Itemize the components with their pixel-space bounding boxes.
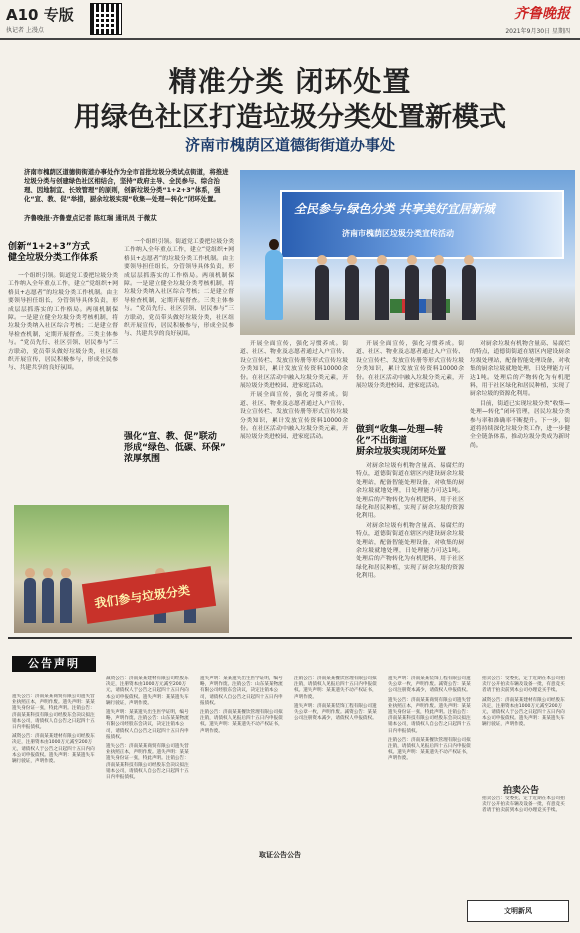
ad-column: 注销公告：济南某某餐饮管理有限公司拟注销，请债权人见报后四十五日内申报债权。遗失声明：某某遗失不动产权证书，声明作废。 遗失声明：济南某某装饰工程有限公司遗失公章一枚，声明作废。减资公告：某某公司注册资本减少，请债权人申报债权。	[294, 676, 380, 846]
booth-banner	[82, 566, 216, 624]
stage-banner	[280, 190, 564, 259]
crowd-figure	[60, 578, 72, 623]
section3-body: 对厨余垃圾有机物含量高、易腐烂的特点，道德街街道在辖区内建设厨余垃圾处理站，配备智能处理设备，对收集的厨余垃圾就地处理，日处理能力可达1吨。处理后的产物转化为有机肥料，用于社区绿化和居民种植，实现了厨余垃圾的资源化利用。 对厨余垃圾有机物含量高、易腐烂的特点，道德街街道在辖区内建设厨余垃圾处理站，配备智能处理设备，对收集的厨余垃圾就地处理，日处理能力可达1吨。处理后的产物转化为有机肥料，用于社区绿化和居民种植，实现了厨余垃圾的资源化利用。	[356, 463, 464, 580]
crowd-figure	[42, 578, 54, 623]
auction-title: 拍卖公告	[502, 786, 539, 796]
ad-column: 减资公告：济南某某建材有限公司经股东决定，注册资本由1000万元减至200万元，请债权人于公告之日起四十五日内向本公司申报债权。遗失声明：某某遗失车辆行驶证，声明作废。 遗失声明：某某遗失出生医学证明，编号略，声明作废。注销公告：山东某某物流有限公司经股东会决议，决定注销本公司，请债权人自公告之日起四十五日内申报债权。 遗失公告：济南某某商贸有限公司遗失营业执照正本，声明作废。遗失声明：某某遗失身份证一张，特此声明。注销公告：济南某某科技有限公司经股东会决议拟注销本公司，请债权人自公告之日起四十五日内申报债权。	[106, 676, 192, 921]
lead-paragraph: 济南市槐荫区道德街街道办事处作为全市首批垃圾分类试点街道，将推进垃圾分类与创建绿色社区相结合，坚持“政府主导、全民参与、综合治理、因地制宜、长效管理”的原则，创新垃圾分类“1+2+3”体系，强化“宣、教、促”举措，厨余垃圾实现“收集—处理—转化”闭环处置。	[24, 168, 229, 203]
guest-figure	[432, 265, 446, 320]
section1-title: 创新“1+2+3”方式 健全垃圾分类工作体系	[8, 242, 99, 263]
guest-figure	[315, 265, 329, 320]
ad-column: 拍卖公告：受委托，定于近期在本公司拍卖厅公开拍卖车辆及设备一批，有意竞买者请于拍卖前到本公司办理竞买手续。	[482, 796, 568, 896]
stage-banner-text: 全民参与·绿色分类 共享美好宜居新城	[294, 202, 495, 216]
section-divider	[8, 637, 572, 639]
qr-code-icon	[90, 3, 122, 35]
community-event-photo	[14, 505, 229, 633]
editor-credits: 执记者 上漫点	[6, 27, 44, 34]
headline-subtitle: 济南市槐荫区道德街街道办事处	[184, 136, 395, 154]
event-stage-photo	[240, 170, 575, 335]
section3-title: 做到“收集—处理—转化”不出街道 厨余垃圾实现闭环处置	[356, 425, 447, 457]
guest-figure	[345, 265, 359, 320]
host-figure	[265, 250, 283, 320]
headline-line2: 用绿色社区打造垃圾分类处置新模式	[74, 102, 506, 133]
masthead-logo: 齐鲁晚报	[514, 6, 570, 22]
ad-column: 遗失声明：某某遗失出生医学证明，编号略，声明作废。注销公告：山东某某物流有限公司经股东会决议，决定注销本公司，请债权人自公告之日起四十五日内申报债权。 注销公告：济南某某餐饮管理有限公司拟注销，请债权人见报后四十五日内申报债权。遗失声明：某某遗失不动产权证书，声明作废。	[200, 676, 286, 846]
headline-line1: 精准分类 闭环处置	[168, 65, 412, 98]
guest-figure	[462, 265, 476, 320]
booth-banner-text: 我们参与垃圾分类	[93, 583, 191, 611]
notices-title: 公告声明	[12, 656, 96, 672]
crowd-figure	[24, 578, 36, 623]
civility-box: 文明新风	[467, 900, 569, 922]
guest-figure	[375, 265, 389, 320]
stage-banner-subtitle: 济南市槐荫区垃圾分类宣传活动	[342, 229, 454, 238]
section1-body-col1: 一个组织引领。街道党工委把垃圾分类工作纳入全年重点工作，建立“党组织+网格员+志愿者”的垃圾分类工作机制。由主要领导担任组长，分管领导具体负责，形成层层抓落实的工作格局。两项机制保障。一是建立健全垃圾分类考核机制，将垃圾分类纳入社区综合考核；二是建立督导检查机制，定期开展督查。三类主体参与。“党员先行、社区引领、居民参与”三方联动，党员带头做好垃圾分类，社区组织开展宣传，居民积极参与，形成全民参与、共建共享的良好氛围。	[8, 273, 118, 372]
guest-figure	[405, 265, 419, 320]
section1-body-col2: 一个组织引领。街道党工委把垃圾分类工作纳入全年重点工作，建立“党组织+网格员+志愿者”的垃圾分类工作机制。由主要领导担任组长，分管领导具体负责，形成层层抓落实的工作格局。两项机制保障。一是建立健全垃圾分类考核机制，将垃圾分类纳入社区综合考核；二是建立督导检查机制，定期开展督查。三类主体参与。“党员先行、社区引领、居民参与”三方联动，党员带头做好垃圾分类，社区组织开展宣传，居民积极参与，形成全民参与、共建共享的良好氛围。	[124, 239, 234, 338]
issue-date: 2021年9月30日 星期四	[505, 28, 570, 35]
section2-body-cont: 开展全面宣传，强化习惯养成。街道、社区、物业及志愿者通过入户宣传、设立宣传栏、发放宣传册等形式宣传垃圾分类知识，累计发放宣传资料10000余份。在社区活动中融入垃圾分类元素，开展垃圾分类进校园、进家庭活动。	[356, 341, 464, 390]
section4-body: 对厨余垃圾有机物含量高、易腐烂的特点，道德街街道在辖区内建设厨余垃圾处理站，配备智能处理设备，对收集的厨余垃圾就地处理，日处理能力可达1吨。处理后的产物转化为有机肥料，用于社区绿化和居民种植，实现了厨余垃圾的资源化利用。 目前，街道已实现垃圾分类“收集—处理—转化”闭环管理，居民垃圾分类参与率和准确率不断提升。下一步，街道将持续深化垃圾分类工作，进一步健全全链条体系，推动垃圾分类成为新时尚。	[470, 341, 570, 449]
byline: 齐鲁晚报·齐鲁壹点记者 陈红瑞 通讯员 于微苁	[24, 214, 157, 222]
ad-column: 遗失声明：济南某某装饰工程有限公司遗失公章一枚，声明作废。减资公告：某某公司注册资本减少，请债权人申报债权。 遗失公告：济南某某商贸有限公司遗失营业执照正本，声明作废。遗失声明：某某遗失身份证一张，特此声明。注销公告：济南某某科技有限公司经股东会决议拟注销本公司，请债权人自公告之日起四十五日内申报债权。 注销公告：济南某某餐饮管理有限公司拟注销，请债权人见报后四十五日内申报债权。遗失声明：某某遗失不动产权证书，声明作废。	[388, 676, 474, 921]
section2-title: 强化“宣、教、促”联动 形成“绿色、低碳、环保” 浓厚氛围	[124, 432, 226, 464]
section2-body: 开展全面宣传，强化习惯养成。街道、社区、物业及志愿者通过入户宣传、设立宣传栏、发放宣传册等形式宣传垃圾分类知识，累计发放宣传资料10000余份。在社区活动中融入垃圾分类元素，开展垃圾分类进校园、进家庭活动。 开展全面宣传，强化习惯养成。街道、社区、物业及志愿者通过入户宣传、设立宣传栏、发放宣传册等形式宣传垃圾分类知识，累计发放宣传资料10000余份。在社区活动中融入垃圾分类元素，开展垃圾分类进校园、进家庭活动。	[240, 341, 348, 441]
ad-column: 拍卖公告：受委托，定于近期在本公司拍卖厅公开拍卖车辆及设备一批，有意竞买者请于拍卖前到本公司办理竞买手续。 减资公告：济南某某建材有限公司经股东决定，注册资本由1000万元减至200万元，请债权人于公告之日起四十五日内向本公司申报债权。遗失声明：某某遗失车辆行驶证，声明作废。	[482, 676, 568, 776]
edition-label: A10 专版	[6, 6, 74, 24]
center-notice-title: 取证公告公告	[259, 851, 301, 859]
page-header	[0, 0, 580, 40]
classified-ads	[12, 676, 572, 921]
ad-column: 遗失公告：济南某某商贸有限公司遗失营业执照正本，声明作废。遗失声明：某某遗失身份证一张，特此声明。注销公告：济南某某科技有限公司经股东会决议拟注销本公司，请债权人自公告之日起四十五日内申报债权。 减资公告：济南某某建材有限公司经股东决定，注册资本由1000万元减至200万元，请债权人于公告之日起四十五日内向本公司申报债权。遗失声明：某某遗失车辆行驶证，声明作废。	[12, 694, 98, 921]
